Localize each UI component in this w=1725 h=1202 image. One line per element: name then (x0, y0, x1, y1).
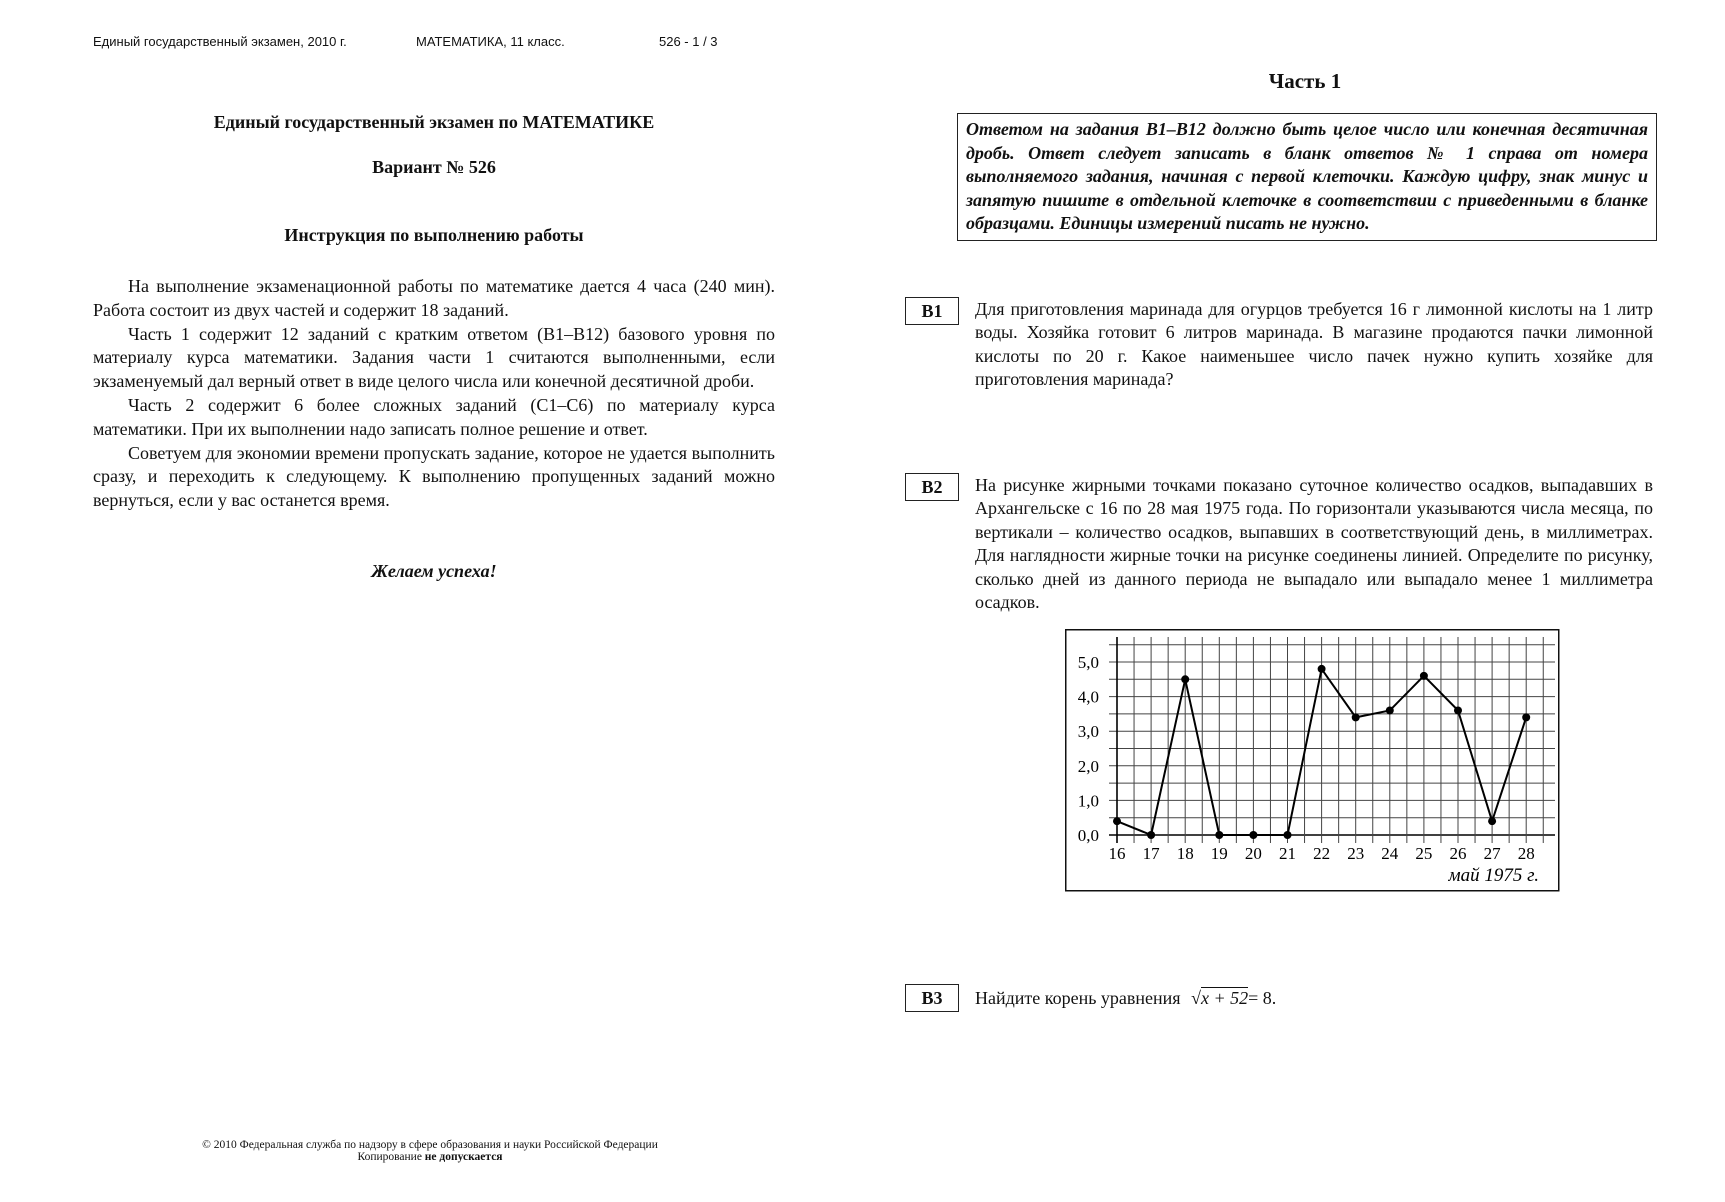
formula-radicand: x + 52 (1200, 988, 1249, 1008)
y-tick-label: 5,0 (1077, 653, 1099, 672)
footer-copyright: © 2010 Федеральная служба по надзору в сфере образования и науки Российской Федерации (202, 1139, 658, 1151)
x-axis-label: май 1975 г. (1448, 865, 1539, 886)
data-point (1386, 706, 1394, 714)
exam-title: Единый государственный экзамен по МАТЕМАТИКЕ (213, 112, 655, 132)
instruction-paragraph: Часть 2 содержит 6 более сложных заданий (C1–C6) по материалу курса математики. При их выполнении надо записать полное решение и ответ. (93, 394, 775, 439)
instruction-paragraph: Часть 1 содержит 12 заданий с кратким ответом (B1–B12) базового уровня по материалу курса математики. Задания части 1 считаются выполненными, если экзаменуемый дал верный ответ в виде целого числа или конечной десятичной дроби. (93, 323, 775, 392)
instruction-body (93, 275, 775, 513)
data-point (1215, 831, 1223, 839)
x-tick-label: 19 (1210, 844, 1228, 863)
instruction-paragraph: Советуем для экономии времени пропускать задание, которое не удается выполнить сразу, и переходить к следующему. К выполнению пропущенных заданий можно вернуться, если у вас останется время. (93, 442, 775, 511)
part-title: Часть 1 (1268, 69, 1342, 93)
task-text-b3 (975, 987, 1276, 1010)
task-label-b3: B3 (905, 984, 959, 1012)
y-tick-label: 0,0 (1077, 826, 1099, 845)
data-point (1113, 817, 1121, 825)
footer-copy-note (150, 1151, 710, 1163)
header-exam: Единый государственный экзамен, 2010 г. (93, 34, 347, 49)
precipitation-chart (1065, 629, 1560, 892)
data-point (1147, 831, 1155, 839)
data-point (1522, 713, 1530, 721)
footer-copy-prefix: Копирование (357, 1151, 425, 1163)
data-point (1284, 831, 1292, 839)
task-label-b1: B1 (905, 297, 959, 325)
y-tick-label: 1,0 (1077, 791, 1099, 811)
x-tick-label: 24 (1381, 844, 1399, 863)
x-tick-label: 18 (1176, 844, 1194, 863)
data-point (1420, 672, 1428, 680)
data-point (1318, 665, 1326, 673)
variant-title: Вариант № 526 (372, 157, 496, 177)
y-tick-label: 4,0 (1077, 687, 1099, 707)
data-point (1249, 831, 1257, 839)
task-text-b1: Для приготовления маринада для огурцов требуется 16 г лимонной кислоты на 1 литр воды. Хозяйка готовит 6 литров маринада. В магазине продаются пачки лимонной кислоты по 20 г. Какое наименьшее число пачек нужно купить хозяйке для приготовления маринада? (975, 299, 1653, 390)
data-point (1488, 817, 1496, 825)
data-point (1454, 706, 1462, 714)
formula-rhs: = 8 (1248, 988, 1272, 1008)
x-tick-label: 28 (1517, 844, 1535, 863)
x-tick-label: 21 (1279, 844, 1296, 863)
y-tick-label: 2,0 (1077, 756, 1099, 776)
header-page: 526 - 1 / 3 (659, 34, 718, 49)
x-tick-label: 16 (1108, 844, 1126, 863)
instruction-title: Инструкция по выполнению работы (284, 225, 584, 245)
answer-instruction-box: Ответом на задания B1–B12 должно быть целое число или конечная десятичная дробь. Ответ следует записать в бланк ответов № 1 справа от номера выполняемого задания, начиная с первой клеточки. Каждую цифру, знак минус и запятую пишите в отдельной клеточке в соответствии с приведенными в бланке образцами. Единицы измерений писать не нужно. (957, 113, 1657, 241)
x-tick-label: 27 (1483, 844, 1501, 863)
footer (150, 1139, 710, 1163)
formula-end: . (1271, 988, 1277, 1008)
x-tick-label: 26 (1449, 844, 1467, 863)
task-label-b2: B2 (905, 473, 959, 501)
task-b3-text: Найдите корень уравнения (975, 988, 1181, 1008)
x-tick-label: 20 (1244, 844, 1262, 863)
wish-text: Желаем успеха! (371, 561, 497, 581)
instruction-paragraph: На выполнение экзаменационной работы по математике дается 4 часа (240 мин). Работа состоит из двух частей и содержит 18 заданий. (93, 276, 775, 320)
task-text-b2: На рисунке жирными точками показано суточное количество осадков, выпадавших в Архангельске с 16 по 28 мая 1975 года. По горизонтали указываются числа месяца, по вертикали – количество осадков, выпавших в соответствующий день, в миллиметрах. Для наглядности жирные точки на рисунке соединены линией. Определите по рисунку, сколько дней из данного периода не выпадало или выпадало менее 1 миллиметра осадков. (975, 475, 1653, 613)
sqrt-symbol: √ (1191, 988, 1201, 1008)
footer-copy-bold: не допускается (424, 1151, 503, 1163)
y-tick-label: 3,0 (1077, 722, 1099, 742)
data-point (1352, 713, 1360, 721)
data-point (1181, 675, 1189, 683)
x-tick-label: 25 (1415, 844, 1433, 863)
x-tick-label: 17 (1142, 844, 1160, 863)
header-subject: МАТЕМАТИКА, 11 класс. (416, 34, 565, 49)
x-tick-label: 22 (1313, 844, 1331, 863)
x-tick-label: 23 (1347, 844, 1365, 863)
